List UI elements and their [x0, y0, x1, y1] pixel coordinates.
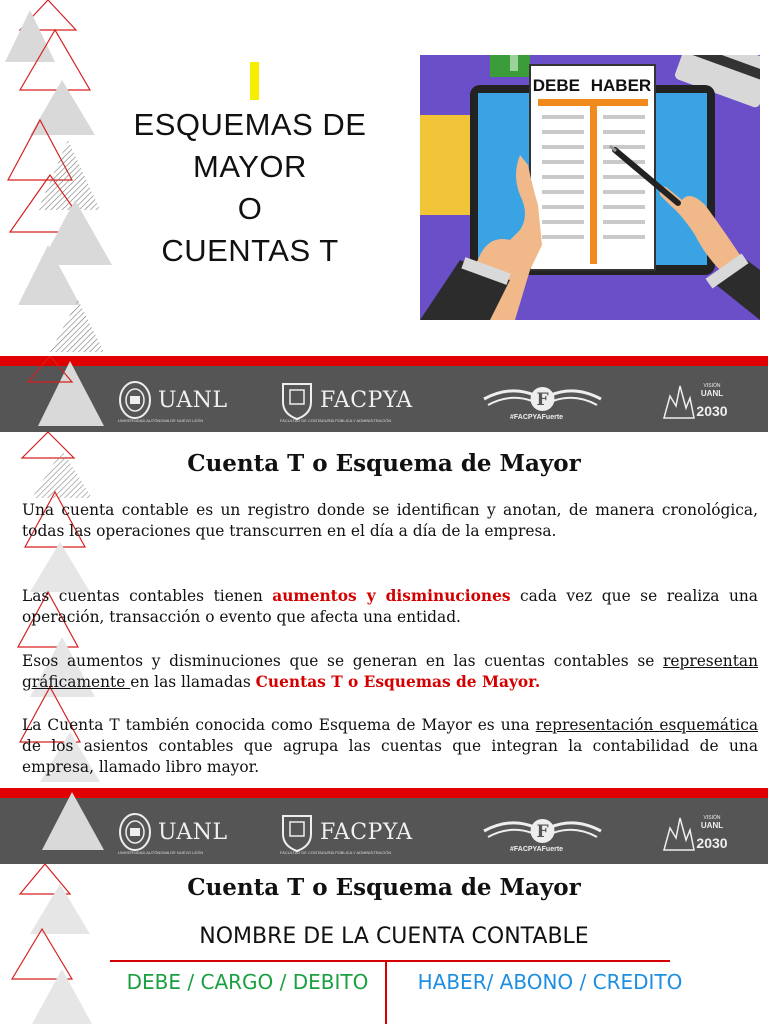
- underlined-text: representación esquemática: [535, 716, 758, 734]
- account-name-label: NOMBRE DE LA CUENTA CONTABLE: [199, 924, 589, 949]
- svg-text:DEBE HABER: DEBE HABER: [532, 76, 652, 95]
- title-line: CUENTAS T: [161, 233, 339, 268]
- text-run: de los asientos contables que agrupa las cuentas que integran la contabilidad de una empresa, llamado libro mayor.: [22, 737, 758, 776]
- t-account-vertical-line: [385, 960, 387, 1024]
- winged-f-icon: [480, 383, 605, 417]
- accent-bar: [250, 62, 259, 100]
- text-run: La Cuenta T también conocida como Esquema de Mayor es una: [22, 716, 536, 734]
- highlight-text: Cuentas T o Esquemas de Mayor.: [255, 673, 541, 691]
- uanl-logo: [118, 810, 228, 854]
- text-run: Las cuentas contables tienen: [22, 587, 273, 605]
- facpya-crest-icon: [280, 380, 314, 420]
- uanl-label: UANL: [158, 387, 228, 413]
- winged-f-icon: [480, 815, 605, 849]
- svg-text:UANL: UANL: [700, 389, 724, 398]
- paragraph-1: Una cuenta contable es un registro donde se identifican y anotan, de manera cronológica, todas las operaciones que transcurren en el día a día de la empresa.: [22, 501, 758, 540]
- title-line: MAYOR: [193, 149, 307, 184]
- triangle-decoration: [0, 0, 120, 356]
- facpya-logo: [280, 378, 413, 422]
- facpya-sublabel: FACULTAD DE CONTADURÍA PÚBLICA Y ADMINISTRACIÓN: [280, 418, 392, 423]
- text-run: en las llamadas: [130, 673, 256, 691]
- facpya-logo: [280, 810, 413, 854]
- svg-text:F: F: [536, 822, 549, 842]
- header-band: [0, 356, 768, 432]
- vision-flame-icon: [660, 378, 728, 422]
- title-line: ESQUEMAS DE: [133, 107, 367, 142]
- section-title: Cuenta T o Esquema de Mayor: [187, 874, 581, 901]
- triangle-decoration: [0, 788, 120, 874]
- facpya-fuerte-logo: [480, 810, 605, 854]
- paragraph-2: [22, 586, 758, 628]
- paragraph-3: [22, 651, 758, 693]
- svg-text:2030: 2030: [696, 403, 728, 419]
- haber-side-label: HABER/ ABONO / CREDITO: [417, 970, 683, 994]
- title-slide: [0, 0, 768, 356]
- t-account-slide: [0, 864, 768, 1024]
- hashtag-label: #FACPYAFuerte: [510, 846, 564, 853]
- uanl-shield-icon: [118, 380, 152, 420]
- vision-2030-logo: [660, 810, 728, 854]
- slide-title: [105, 104, 395, 272]
- debe-side-label: DEBE / CARGO / DEBITO: [126, 970, 369, 994]
- uanl-sublabel: UNIVERSIDAD AUTÓNOMA DE NUEVO LEÓN: [118, 850, 204, 855]
- ledger-illustration: [420, 55, 760, 320]
- hashtag-label: #FACPYAFuerte: [510, 414, 564, 421]
- text-run: cada vez que se realiza una operación, transacción o evento que afecta una entidad.: [22, 587, 758, 626]
- vision-flame-icon: [660, 810, 728, 854]
- facpya-label: FACPYA: [320, 819, 413, 845]
- t-account-horizontal-line: [110, 960, 670, 962]
- uanl-logo: [118, 378, 228, 422]
- svg-text:VISIÓN: VISIÓN: [703, 815, 721, 821]
- section-title: Cuenta T o Esquema de Mayor: [187, 450, 581, 477]
- uanl-label: UANL: [158, 819, 228, 845]
- facpya-crest-icon: [280, 812, 314, 852]
- uanl-shield-icon: [118, 812, 152, 852]
- uanl-sublabel: UNIVERSIDAD AUTÓNOMA DE NUEVO LEÓN: [118, 418, 204, 423]
- definition-slide: [0, 432, 768, 788]
- text-run: Esos aumentos y disminuciones que se generan en las cuentas contables se: [22, 652, 664, 670]
- highlight-text: aumentos y disminuciones: [272, 587, 511, 605]
- triangle-decoration: [0, 356, 120, 442]
- svg-text:2030: 2030: [696, 835, 728, 851]
- facpya-label: FACPYA: [320, 387, 413, 413]
- facpya-fuerte-logo: [480, 378, 605, 422]
- facpya-sublabel: FACULTAD DE CONTADURÍA PÚBLICA Y ADMINISTRACIÓN: [280, 850, 392, 855]
- svg-text:VISIÓN: VISIÓN: [703, 383, 721, 389]
- header-band: [0, 788, 768, 864]
- title-line: O: [237, 191, 263, 226]
- underlined-text: representan gráficamente: [22, 652, 758, 691]
- svg-text:UANL: UANL: [700, 821, 724, 830]
- paragraph-4: [22, 715, 758, 778]
- vision-2030-logo: [660, 378, 728, 422]
- svg-text:F: F: [536, 390, 549, 410]
